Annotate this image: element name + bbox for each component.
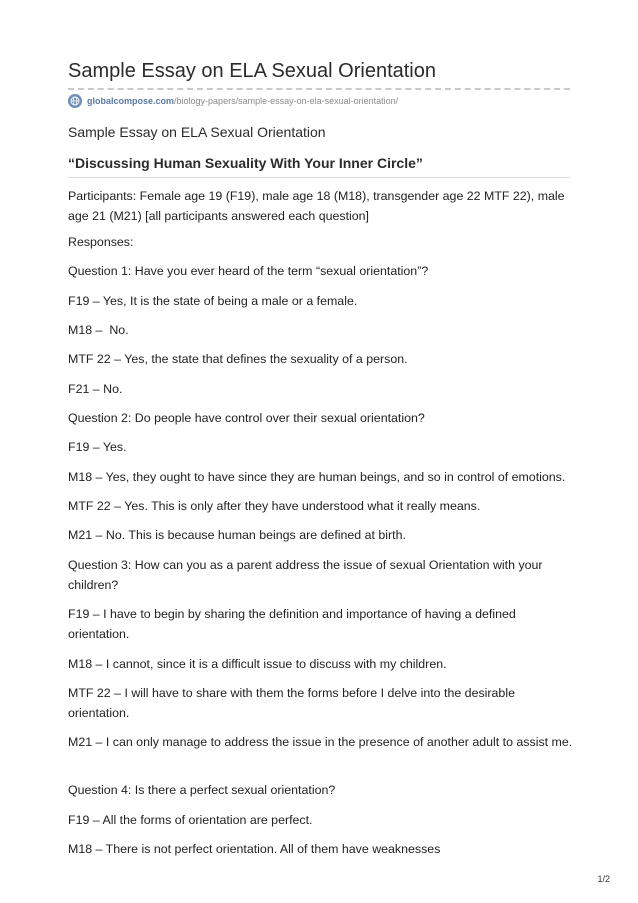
paragraph-participants: Participants: Female age 19 (F19), male age 18 (M18), transgender age 22 MTF 22), male age 21 (M21) [all participants answered each question] xyxy=(68,189,569,223)
document-title: Sample Essay on ELA Sexual Orientation xyxy=(68,60,436,82)
paragraph-question-1: Question 1: Have you ever heard of the term “sexual orientation”? xyxy=(68,264,429,278)
essay-subtitle: “Discussing Human Sexuality With Your Inner Circle” xyxy=(68,155,423,171)
paragraph-responses: Responses: xyxy=(68,235,134,249)
paragraph-answer: MTF 22 – Yes. This is only after they have understood what it really means. xyxy=(68,499,481,513)
paragraph-answer: M18 – There is not perfect orientation. All of them have weaknesses xyxy=(68,842,441,856)
paragraph-answer: F19 – I have to begin by sharing the definition and importance of having a defined orientation. xyxy=(68,607,520,641)
paragraph-answer: M21 – I can only manage to address the issue in the presence of another adult to assist me. xyxy=(68,735,573,749)
paragraph-answer: MTF 22 – I will have to share with them the forms before I delve into the desirable orientation. xyxy=(68,686,519,720)
paragraph-answer: MTF 22 – Yes, the state that defines the sexuality of a person. xyxy=(68,352,408,366)
page-number: 1/2 xyxy=(597,874,610,884)
paragraph-answer: F19 – All the forms of orientation are perfect. xyxy=(68,813,313,827)
title-divider xyxy=(68,88,570,90)
source-link[interactable] xyxy=(68,93,398,109)
globe-icon xyxy=(68,94,82,108)
paragraph-question-3: Question 3: How can you as a parent address the issue of sexual Orientation with your children? xyxy=(68,558,547,592)
paragraph-answer: F19 – Yes. xyxy=(68,440,127,454)
subtitle-divider xyxy=(68,177,570,178)
paragraph-answer: M18 – No. xyxy=(68,323,129,337)
paragraph-answer: M18 – Yes, they ought to have since they are human beings, and so in control of emotions. xyxy=(68,470,566,484)
source-path[interactable]: /biology-papers/sample-essay-on-ela-sexual-orientation/ xyxy=(174,96,399,106)
paragraph-question-2: Question 2: Do people have control over their sexual orientation? xyxy=(68,411,425,425)
paragraph-answer: F21 – No. xyxy=(68,382,123,396)
essay-title: Sample Essay on ELA Sexual Orientation xyxy=(68,124,326,140)
paragraph-answer: M21 – No. This is because human beings are defined at birth. xyxy=(68,528,406,542)
paragraph-question-4: Question 4: Is there a perfect sexual orientation? xyxy=(68,783,336,797)
paragraph-answer: F19 – Yes, It is the state of being a male or a female. xyxy=(68,294,358,308)
paragraph-answer: M18 – I cannot, since it is a difficult issue to discuss with my children. xyxy=(68,657,447,671)
source-domain[interactable]: globalcompose.com xyxy=(87,96,175,106)
